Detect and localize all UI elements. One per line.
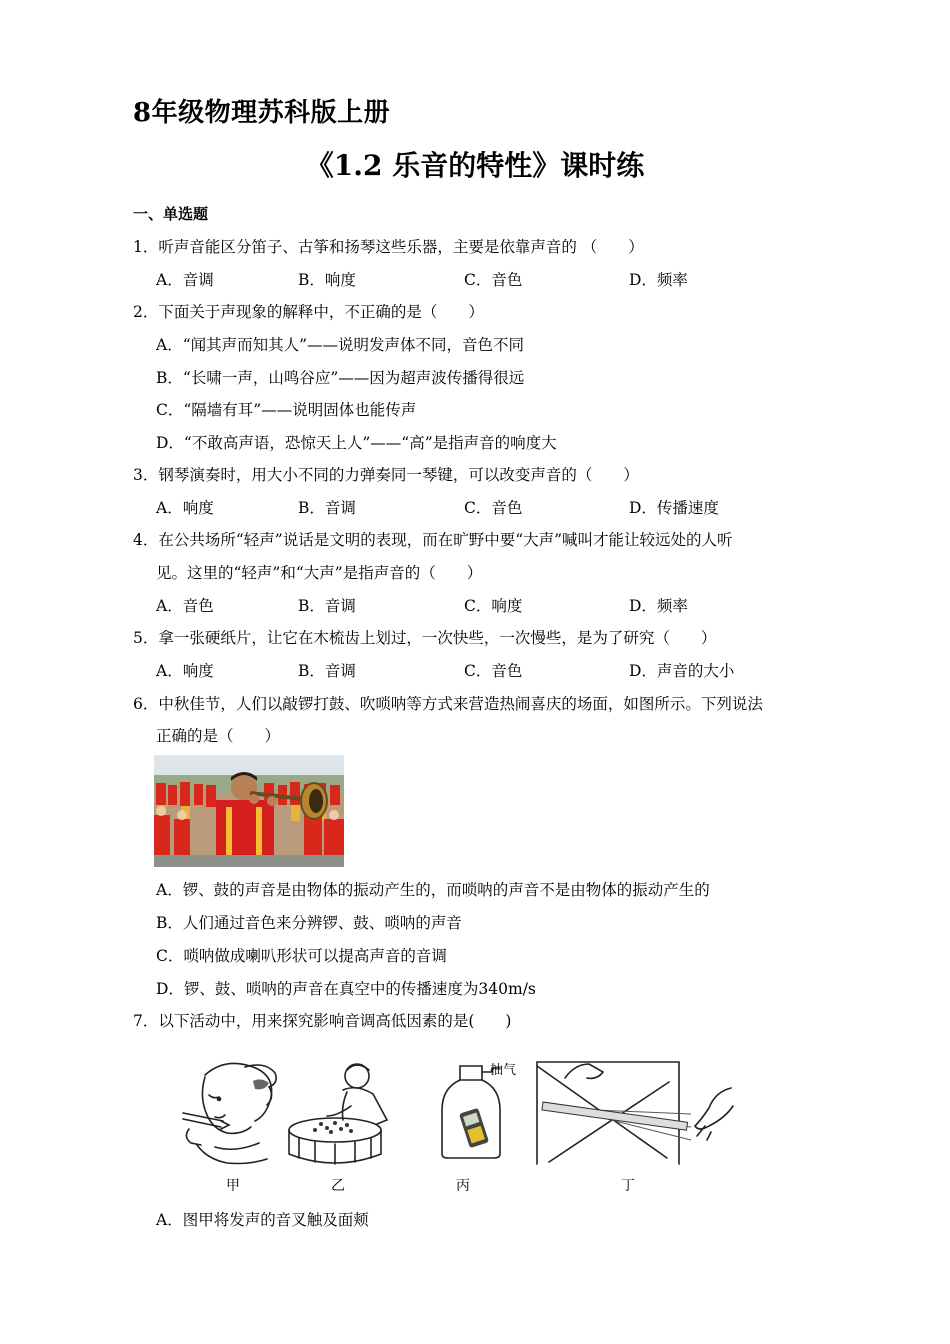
figure-jia-tuning-fork (175, 1055, 285, 1167)
question-6-option-d: D．锣、鼓、唢呐的声音在真空中的传播速度为340m/s (156, 980, 536, 998)
figure-label-jia: 甲 (226, 1178, 240, 1194)
question-4-option-d: D．频率 (629, 597, 688, 615)
question-5-option-b: B．音调 (298, 662, 356, 680)
question-1-option-b: B．响度 (298, 271, 356, 289)
question-6-stem-line1: 6．中秋佳节，人们以敲锣打鼓、吹唢呐等方式来营造热闹喜庆的场面，如图所示。下列说法 (133, 695, 763, 713)
pump-label: 抽气 (490, 1063, 517, 1078)
figure-label-yi: 乙 (331, 1178, 345, 1194)
question-1-option-d: D．频率 (629, 271, 688, 289)
question-3-option-d: D．传播速度 (629, 499, 719, 517)
question-2-option-b: B．“长啸一声，山鸣谷应”——因为超声波传播得很远 (156, 369, 525, 387)
question-4-option-b: B．音调 (298, 597, 356, 615)
lesson-title: 《1.2 乐音的特性》课时练 (305, 149, 645, 182)
section-heading: 一、单选题 (133, 205, 209, 223)
question-5-option-a: A．响度 (156, 662, 214, 680)
figure-label-bing: 丙 (456, 1178, 470, 1194)
figure-label-ding: 丁 (621, 1178, 635, 1194)
figure-ding-ruler (535, 1058, 740, 1166)
question-4-option-a: A．音色 (156, 597, 214, 615)
question-4-stem-line2: 见。这里的“轻声”和“大声”是指声音的（ ） (156, 564, 483, 582)
question-1-option-a: A．音调 (156, 271, 214, 289)
question-6-option-a: A．锣、鼓的声音是由物体的振动产生的，而唢呐的声音不是由物体的振动产生的 (156, 881, 710, 899)
figure-yi-drum (285, 1058, 405, 1166)
question-1-stem: 1．听声音能区分笛子、古筝和扬琴这些乐器，主要是依靠声音的 （ ） (133, 238, 644, 256)
question-7-stem: 7．以下活动中，用来探究影响音调高低因素的是( ) (133, 1012, 512, 1030)
question-4-option-c: C．响度 (464, 597, 523, 615)
question-6-option-b: B．人们通过音色来分辨锣、鼓、唢呐的声音 (156, 914, 462, 932)
question-4-stem-line1: 4．在公共场所“轻声”说话是文明的表现，而在旷野中要“大声”喊叫才能让较远处的人听 (133, 531, 733, 549)
question-3-option-a: A．响度 (156, 499, 214, 517)
question-2-option-d: D．“不敢高声语，恐惊天上人”——“高”是指声音的响度大 (156, 434, 557, 452)
question-5-option-d: D．声音的大小 (629, 662, 735, 680)
question-2-option-c: C．“隔墙有耳”——说明固体也能传声 (156, 401, 417, 419)
figure-bing-vacuum-jar (430, 1058, 530, 1162)
question-5-option-c: C．音色 (464, 662, 523, 680)
question-7-option-a: A．图甲将发声的音叉触及面颊 (156, 1211, 369, 1229)
question-1-option-c: C．音色 (464, 271, 523, 289)
festival-suona-photo (154, 755, 344, 867)
question-3-stem: 3．钢琴演奏时，用大小不同的力弹奏同一琴键，可以改变声音的（ ） (133, 466, 639, 484)
question-6-stem-line2: 正确的是（ ） (156, 727, 281, 745)
question-3-option-c: C．音色 (464, 499, 523, 517)
document-title: 8年级物理苏科版上册 (133, 98, 391, 128)
question-2-stem: 2．下面关于声现象的解释中，不正确的是（ ） (133, 303, 484, 321)
question-6-option-c: C．唢呐做成喇叭形状可以提高声音的音调 (156, 947, 447, 965)
question-3-option-b: B．音调 (298, 499, 356, 517)
question-5-stem: 5．拿一张硬纸片，让它在木梳齿上划过，一次快些，一次慢些，是为了研究（ ） (133, 629, 717, 647)
question-2-option-a: A．“闻其声而知其人”——说明发声体不同，音色不同 (156, 336, 525, 354)
